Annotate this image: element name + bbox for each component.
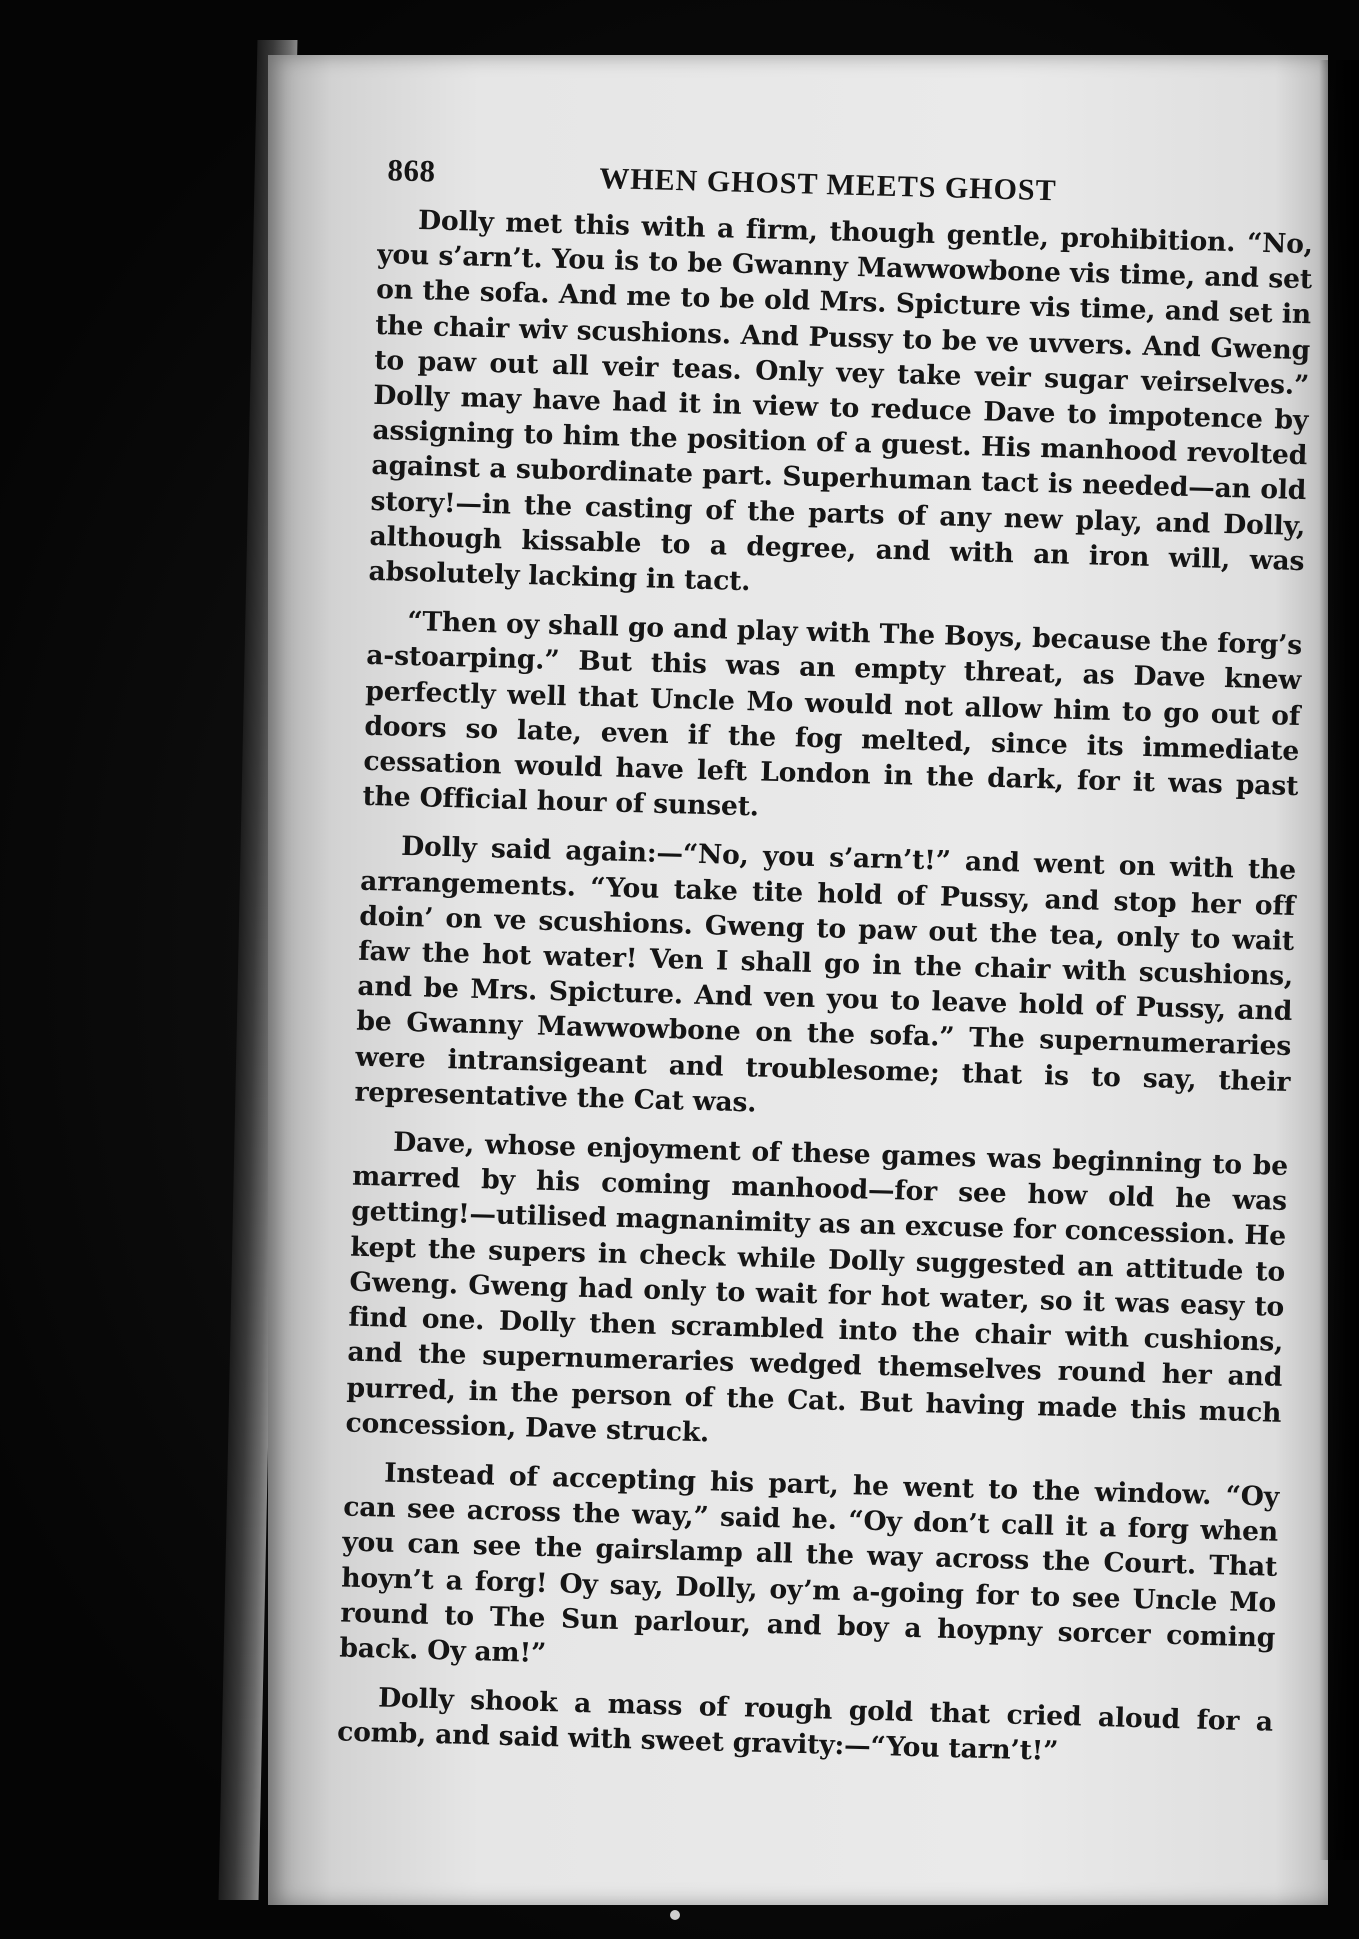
- paragraph: Dolly met this with a firm, though gentle, prohibition. “No, you s’arn’t. You is to be Gwanny Mawwowbone vis time, and set on the sofa. And me to be old Mrs. Spicture vis time, and set in the chair wiv scushions. And Pussy to be ve uvvers. And Gweng to paw out all veir teas. Only vey take veir sugar veirselves.” Dolly may have had it in view to reduce Dave to impotence by assigning to him the position of a guest. His manhood revolted against a subordinate part. Superhuman tact is needed—an old story!—in the casting of the parts of any new play, and Dolly, although kissable to a degree, and with an iron will, was absolutely lacking in tact.: [368, 205, 1314, 598]
- page-gutter-shadow: [1319, 60, 1359, 1860]
- running-title: WHEN GHOST MEETS GHOST: [598, 161, 1058, 208]
- page-number: 868: [387, 152, 436, 189]
- paragraph: Dave, whose enjoyment of these games was beginning to be marred by his coming manhood—for see how old he was getting!—utilised magnanimity as an excuse for concession. He kept the supers in check while Dolly suggested an attitude to Gweng. Gweng had only to wait for hot water, so it was easy to find one. Dolly then scrambled into the chair with cushions, and the supernumeraries wedged themselves round her and purred, in the person of the Cat. But having made this much concession, Dave struck.: [345, 1126, 1289, 1449]
- scan-smudge: [670, 1910, 680, 1920]
- page-text-block: [336, 152, 1314, 1789]
- paragraph: “Then oy shall go and play with The Boys, because the forg’s a-stoarping.” But this was an empty threat, as Dave knew perfectly well that Uncle Mo would not allow him to go out of doors so late, even if the fog melted, since its immediate cessation would have left London in the dark, for it was past the Official hour of sunset.: [362, 606, 1303, 823]
- paragraph: Dolly said again:—“No, you s’arn’t!” and went on with the arrangements. “You take tite hold of Pussy, and stop her off doin’ on ve scushions. Gweng to paw out the tea, only to wait faw the hot water! Ven I shall go in the chair with scushions, and be Mrs. Spicture. And ven you to leave hold of Pussy, and be Gwanny Mawwowbone on the sofa.” The supernumeraries were intransigeant and troublesome; that is to say, their representative the Cat was.: [354, 831, 1297, 1119]
- paragraph: Instead of accepting his part, he went to the window. “Oy can see across the way,” said he. “Oy don’t call it a forg when you can see the gairslamp all the way across the Court. That hoyn’t a forg! Oy say, Dolly, oy’m a-going for to see Uncle Mo round to The Sun parlour, and boy a hoypny sorcer coming back. Oy am!”: [339, 1457, 1280, 1669]
- paragraph: Dolly shook a mass of rough gold that cried aloud for a comb, and said with sweet gravity:—“You tarn’t!”: [336, 1682, 1274, 1768]
